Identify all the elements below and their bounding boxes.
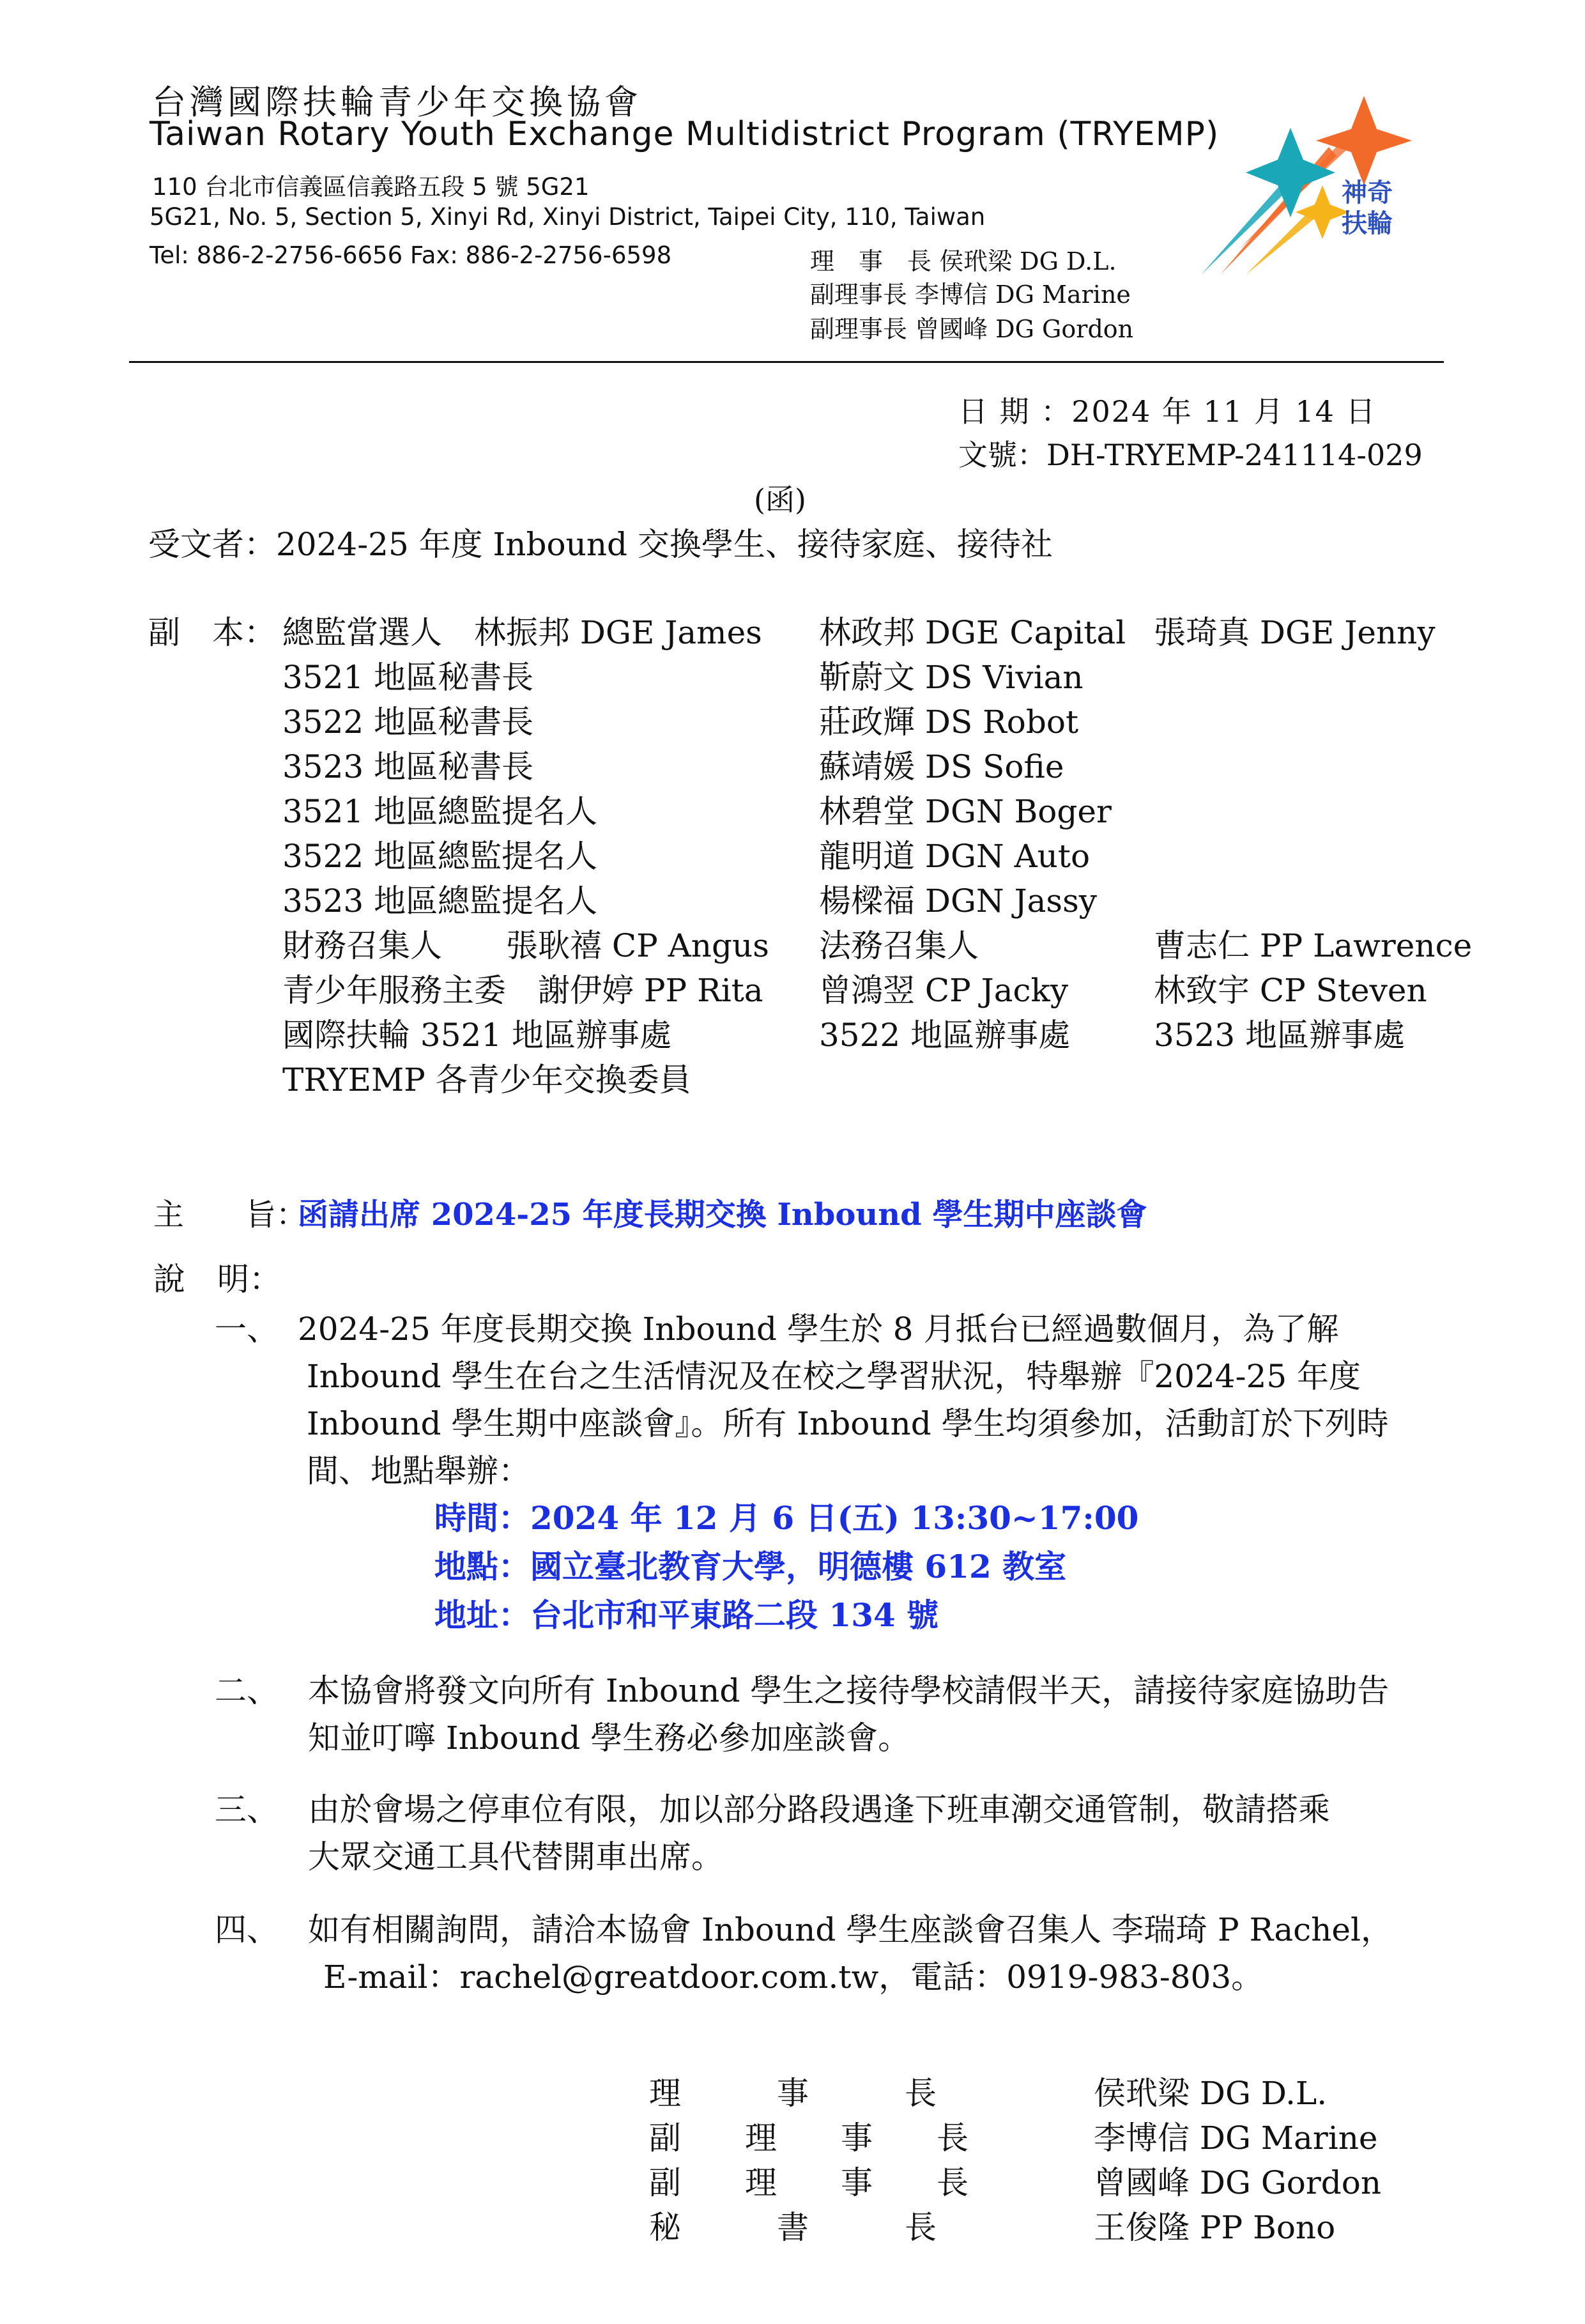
signature-name-vp-2: 曾國峰 DG Gordon [1094, 2164, 1382, 2201]
signature-title-secretary: 秘 書 長 [649, 2209, 937, 2246]
doc-number: 文號：DH-TRYEMP-241114-029 [958, 438, 1423, 472]
header-divider [129, 361, 1444, 363]
address-en: 5G21, No. 5, Section 5, Xinyi Rd, Xinyi District, Taipei City, 110, Taiwan [149, 203, 986, 231]
cc-label: 副 本： [148, 614, 276, 651]
cc-row-8-col-2: 法務召集人 [819, 927, 979, 964]
cc-row-7-col-1: 3523 地區總監提名人 [282, 882, 598, 920]
org-name-zh: 台灣國際扶輪青少年交換協會 [152, 83, 642, 122]
officer-vp-1: 副理事長 李博信 DG Marine [810, 281, 1131, 309]
explanation-label: 說 明： [153, 1261, 281, 1298]
cc-row-2-col-1: 3521 地區秘書長 [282, 659, 534, 696]
item-1-line-1: 2024-25 年度長期交換 Inbound 學生於 8 月抵台已經過數個月，為了解 [298, 1311, 1339, 1348]
cc-row-1-col-1: 總監當選人 林振邦 DGE James [282, 614, 762, 651]
item-3-number: 三、 [215, 1791, 279, 1828]
officer-vp-2: 副理事長 曾國峰 DG Gordon [810, 315, 1134, 343]
cc-row-10-col-1: 國際扶輪 3521 地區辦事處 [282, 1017, 672, 1054]
item-4-line-2: E-mail：rachel@greatdoor.com.tw，電話：0919-983-803。 [323, 1958, 1264, 1996]
cc-row-1-col-2: 林政邦 DGE Capital [819, 614, 1126, 651]
cc-row-2-col-2: 靳蔚文 DS Vivian [819, 659, 1083, 696]
item-1-number: 一、 [215, 1311, 279, 1348]
recipient: 受文者：2024-25 年度 Inbound 交換學生、接待家庭、接待社 [148, 526, 1053, 563]
item-3-line-1: 由於會場之停車位有限，加以部分路段遇逢下班車潮交通管制，敬請搭乘 [308, 1791, 1330, 1828]
cc-row-4-col-1: 3523 地區秘書長 [282, 748, 534, 785]
item-3-line-2: 大眾交通工具代替開車出席。 [308, 1838, 723, 1875]
item-1-line-3: Inbound 學生期中座談會』。所有 Inbound 學生均須參加，活動訂於下列時 [307, 1405, 1389, 1442]
address-zh: 110 台北市信義區信義路五段 5 號 5G21 [152, 173, 590, 201]
item-2-number: 二、 [215, 1672, 279, 1709]
subject-text: 函請出席 2024-25 年度長期交換 Inbound 學生期中座談會 [298, 1197, 1147, 1233]
signature-name-president: 侯玳梁 DG D.L. [1094, 2075, 1328, 2112]
signature-title-vp-2: 副 理 事 長 [649, 2164, 969, 2201]
item-4-number: 四、 [215, 1911, 279, 1948]
doc-date: 日 期 ：2024 年 11 月 14 日 [958, 394, 1377, 429]
cc-row-6-col-1: 3522 地區總監提名人 [282, 838, 598, 875]
cc-row-9-col-3: 林致宇 CP Steven [1154, 972, 1427, 1009]
cc-row-9-col-1: 青少年服務主委 謝伊婷 PP Rita [282, 972, 763, 1009]
event-address: 地址：台北市和平東路二段 134 號 [434, 1596, 939, 1634]
tryemp-logo [1201, 89, 1418, 275]
logo-text-2: 扶輪 [1342, 209, 1393, 238]
signature-name-vp-1: 李博信 DG Marine [1094, 2120, 1378, 2157]
signature-title-president: 理 事 長 [649, 2075, 937, 2112]
org-name-en: Taiwan Rotary Youth Exchange Multidistrict Program (TRYEMP) [149, 115, 1220, 153]
item-1-line-4: 間、地點舉辦： [307, 1452, 530, 1489]
cc-row-5-col-1: 3521 地區總監提名人 [282, 793, 598, 830]
phone-fax: Tel: 886-2-2756-6656 Fax: 886-2-2756-6598 [149, 242, 672, 269]
doc-type: (函) [754, 482, 806, 517]
cc-row-7-col-2: 楊樑福 DGN Jassy [819, 882, 1097, 920]
cc-row-9-col-2: 曾鴻翌 CP Jacky [819, 972, 1069, 1009]
cc-row-3-col-2: 莊政輝 DS Robot [819, 704, 1079, 741]
cc-row-6-col-2: 龍明道 DGN Auto [819, 838, 1091, 875]
cc-row-8-col-1: 財務召集人 張耿禧 CP Angus [282, 927, 769, 964]
cc-row-3-col-1: 3522 地區秘書長 [282, 704, 534, 741]
item-2-line-1: 本協會將發文向所有 Inbound 學生之接待學校請假半天，請接待家庭協助告 [308, 1672, 1390, 1709]
cc-row-11-col-1: TRYEMP 各青少年交換委員 [282, 1061, 691, 1098]
cc-row-1-col-3: 張琦真 DGE Jenny [1154, 614, 1436, 651]
item-1-line-2: Inbound 學生在台之生活情況及在校之學習狀況，特舉辦『2024-25 年度 [307, 1358, 1361, 1395]
subject-label: 主 旨： [153, 1197, 307, 1233]
cc-row-4-col-2: 蘇靖媛 DS Sofie [819, 748, 1064, 785]
officer-president: 理 事 長 侯玳梁 DG D.L. [810, 247, 1117, 275]
event-time: 時間：2024 年 12 月 6 日(五) 13:30~17:00 [434, 1499, 1139, 1537]
event-venue: 地點：國立臺北教育大學，明德樓 612 教室 [434, 1548, 1067, 1585]
logo-text-1: 神奇 [1342, 178, 1393, 208]
item-4-line-1: 如有相關詢問，請洽本協會 Inbound 學生座談會召集人 李瑞琦 P Rachel， [308, 1911, 1393, 1948]
signature-name-secretary: 王俊隆 PP Bono [1094, 2209, 1336, 2246]
cc-row-10-col-3: 3523 地區辦事處 [1154, 1017, 1405, 1054]
cc-row-8-col-3: 曹志仁 PP Lawrence [1154, 927, 1473, 964]
cc-row-10-col-2: 3522 地區辦事處 [819, 1017, 1071, 1054]
item-2-line-2: 知並叮嚀 Inbound 學生務必參加座談會。 [308, 1720, 910, 1757]
signature-title-vp-1: 副 理 事 長 [649, 2120, 969, 2157]
cc-row-5-col-2: 林碧堂 DGN Boger [819, 793, 1112, 830]
